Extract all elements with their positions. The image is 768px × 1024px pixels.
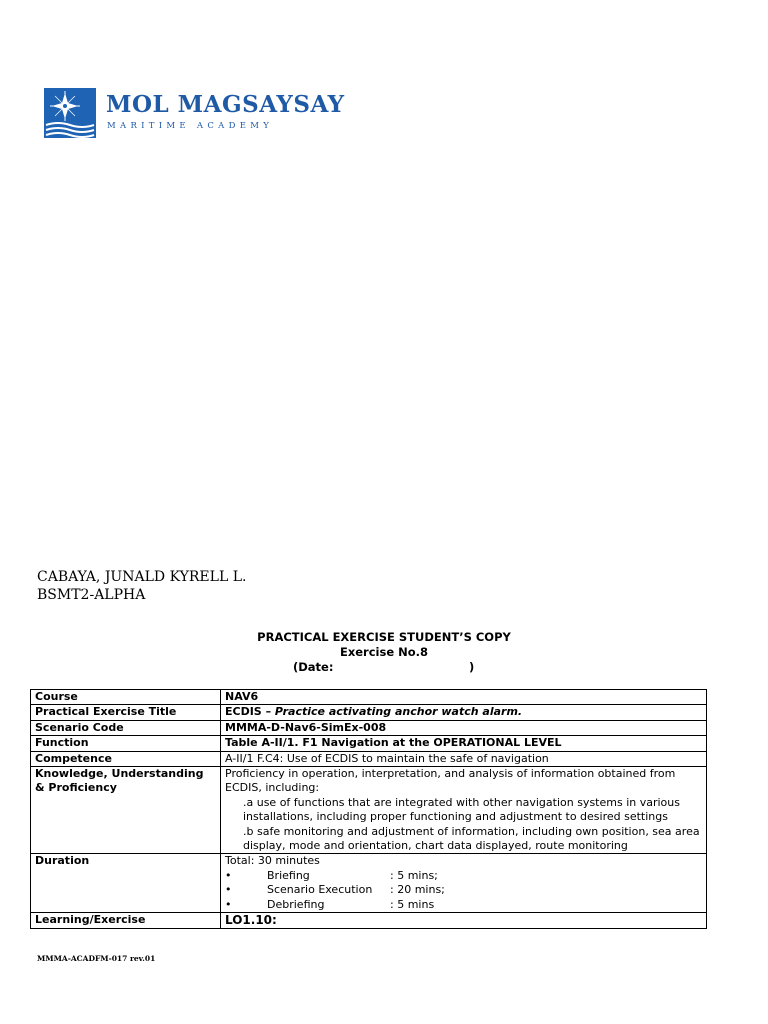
duration-item-name: Briefing: [267, 868, 310, 882]
competence-value: A-II/1 F.C4: Use of ECDIS to maintain the safe of navigation: [221, 751, 707, 766]
scenario-value: MMMA-D-Nav6-SimEx-008: [221, 720, 707, 735]
table-row: [31, 854, 707, 913]
compass-star-waves-icon: [44, 88, 96, 138]
duration-total: Total: 30 minutes: [225, 854, 320, 868]
table-row: [31, 913, 707, 928]
knowledge-item-a: .a use of functions that are integrated with other navigation systems in various installations, including proper functioning and adjustment to desired settings: [243, 795, 680, 824]
student-section: BSMT2-ALPHA: [37, 587, 146, 603]
duration-item-time: : 20 mins;: [390, 883, 445, 897]
table-row: [31, 736, 707, 751]
title-value: Practice activating anchor watch alarm.: [274, 705, 523, 719]
heading-title: PRACTICAL EXERCISE STUDENT’S COPY: [257, 630, 511, 644]
learning-label: Learning/Exercise: [31, 913, 221, 928]
knowledge-intro: Proficiency in operation, interpretation, and analysis of information obtained from ECDIS, including:: [225, 767, 676, 795]
table-row: [31, 705, 707, 720]
table-row: [31, 767, 707, 854]
table-row: [31, 751, 707, 766]
duration-item-name: Debriefing: [267, 897, 325, 911]
table-row: [31, 720, 707, 735]
duration-item: [225, 869, 702, 883]
course-label: Course: [31, 690, 221, 705]
duration-item-time: : 5 mins;: [390, 868, 438, 882]
duration-cell: [221, 854, 707, 913]
knowledge-cell: [221, 767, 707, 854]
logo-subtitle: MARITIME ACADEMY: [107, 121, 274, 131]
bullet-icon: •: [225, 883, 232, 897]
logo-name: MOL MAGSAYSAY: [106, 91, 345, 118]
competence-label: Competence: [31, 751, 221, 766]
date-label: (Date:: [293, 660, 334, 674]
title-label: Practical Exercise Title: [31, 705, 221, 720]
bullet-icon: •: [225, 868, 232, 882]
duration-item-name: Scenario Execution: [267, 883, 373, 897]
form-code-footer: MMMA-ACADFM-017 rev.01: [37, 954, 156, 963]
exercise-heading: [0, 630, 768, 660]
duration-item: [225, 883, 702, 897]
exercise-info-table: [30, 689, 707, 929]
duration-label: Duration: [31, 854, 221, 913]
date-close: ): [469, 660, 475, 674]
exercise-number: Exercise No.8: [339, 645, 429, 659]
duration-item: [225, 898, 702, 912]
duration-item-time: : 5 mins: [390, 897, 435, 911]
title-prefix: ECDIS –: [225, 705, 275, 719]
knowledge-label: Knowledge, Understanding & Proficiency: [31, 767, 221, 854]
knowledge-item-b: .b safe monitoring and adjustment of information, including own position, sea area display, mode and orientation, chart data displayed, route monitoring: [243, 824, 700, 853]
bullet-icon: •: [225, 897, 232, 911]
academy-logo: [44, 88, 345, 138]
student-name: CABAYA, JUNALD KYRELL L.: [37, 569, 247, 585]
title-cell: [221, 705, 707, 720]
table-row: [31, 690, 707, 705]
function-value: Table A-II/1. F1 Navigation at the OPERATIONAL LEVEL: [221, 736, 707, 751]
course-value: NAV6: [221, 690, 707, 705]
function-label: Function: [31, 736, 221, 751]
student-block: [37, 568, 246, 604]
scenario-label: Scenario Code: [31, 720, 221, 735]
learning-value: LO1.10:: [221, 913, 707, 928]
